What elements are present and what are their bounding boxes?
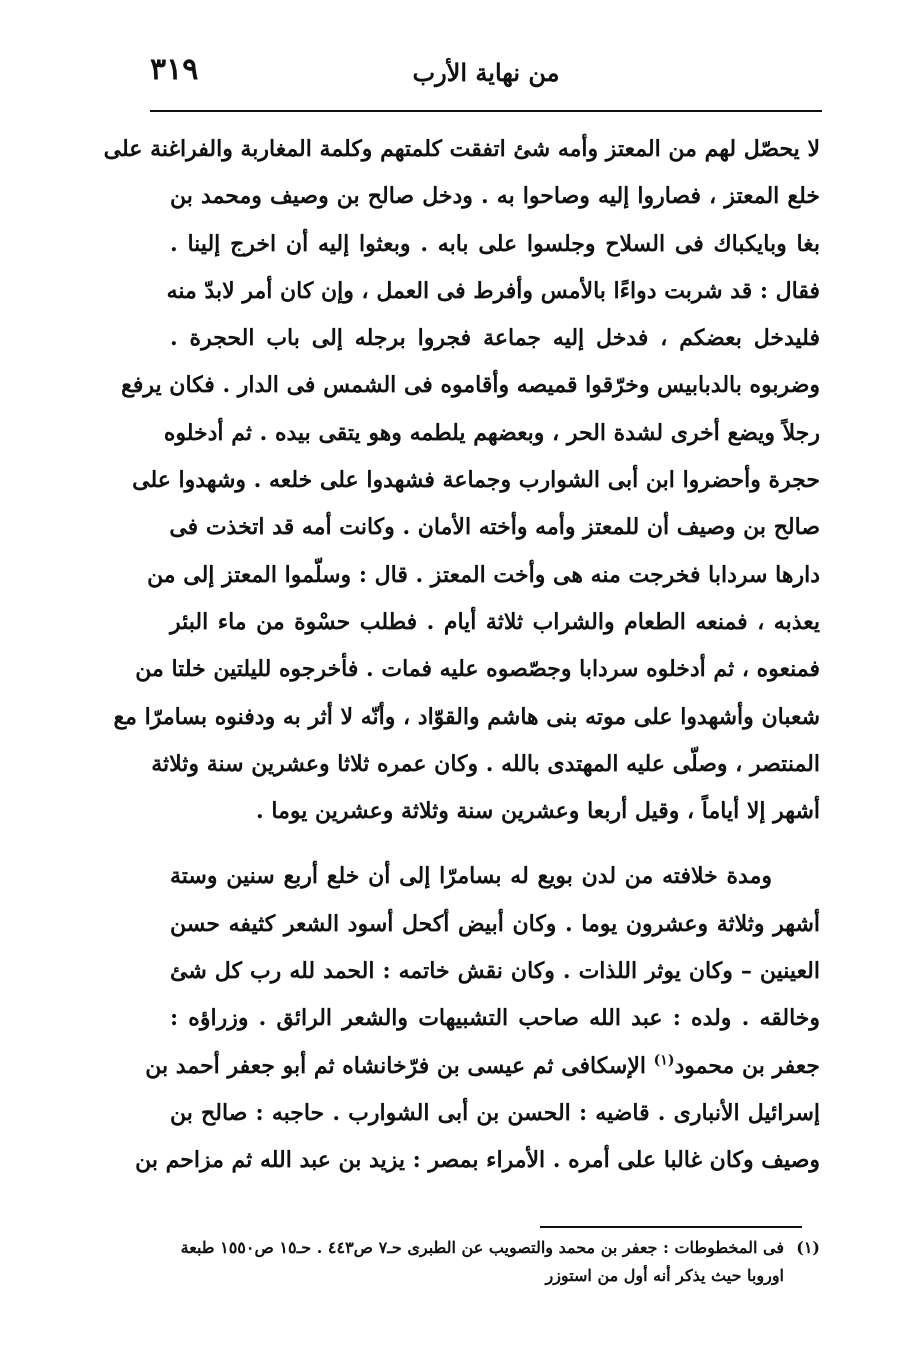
text-line: صالح بن وصيف أن للمعتز وأمه وأخته الأمان . وكانت أمه قد اتخذت فى [169, 514, 820, 541]
text-line: حجرة وأحضروا ابن أبى الشوارب وجماعة فشهدوا على خلعه . وشهدوا على [132, 467, 820, 494]
text-line: بغا وبايكباك فى السلاح وجلسوا على بابه . وبعثوا إليه أن اخرج إلينا . [170, 230, 820, 257]
text-line: دارها سردابا فخرجت منه هى وأخت المعتز . قال : وسلّموا المعتز إلى من [147, 561, 820, 588]
text-segment: جعفر بن محمود [674, 1052, 820, 1079]
footnote-text: فى المخطوطات : جعفر بن محمد والتصويب عن الطبرى حـ٧ ص٤٤٣ . حـ١٥ ص١٥٥٠ طبعة [180, 1238, 784, 1257]
text-line: العينين – وكان يوثر اللذات . وكان نقش خاتمه : الحمد لله رب كل شئ [170, 958, 820, 985]
text-line: أشهر إلا أياماً ، وقيل أربعا وعشرين سنة وثلاثة وعشرين يوما . [256, 798, 820, 825]
text-line: شعبان وأشهدوا على موته بنى هاشم والقوّاد ، وأنّه لا أثر به ودفنوه بسامرّا مع [113, 703, 820, 730]
paragraph-2 [135, 853, 820, 1184]
page-header [150, 52, 822, 96]
text-line: إسرائيل الأنبارى . قاضيه : الحسن بن أبى الشوارب . حاجبه : صالح بن [170, 1099, 820, 1126]
text-line: رجلاً ويضع أخرى لشدة الحر ، وبعضهم يلطمه وهو يتقى بيده . ثم أدخلوه [163, 419, 820, 446]
footnote-number: (١) [796, 1238, 820, 1257]
text-line: لا يحصّل لهم من المعتز وأمه شئ اتفقت كلمتهم وكلمة المغاربة والفراغنة على [103, 136, 820, 162]
text-line: فمنعوه ، ثم أدخلوه سردابا وجصّصوه عليه فمات . فأخرجوه لليلتين خلتا من [135, 656, 820, 683]
text-line-with-footnote [145, 1043, 820, 1090]
footnote-rule [540, 1226, 802, 1228]
text-line: خلع المعتز ، فصاروا إليه وصاحوا به . ودخل صالح بن وصيف ومحمد بن [170, 183, 820, 210]
text-line: فليدخل بعضكم ، فدخل إليه جماعة فجروا برجله إلى باب الحجرة . [170, 325, 820, 352]
page-number: ٣١٩ [150, 52, 199, 87]
paragraph-1 [103, 126, 820, 835]
text-line: ومدة خلافته من لدن بويع له بسامرّا إلى أن خلع أربع سنين وستة [170, 863, 772, 890]
running-title: من نهاية الأرب [412, 58, 560, 87]
text-line: وصيف وكان غالبا على أمره . الأمراء بمصر : يزيد بن عبد الله ثم مزاحم بن [135, 1147, 820, 1174]
footnote-reference: (١) [653, 1052, 675, 1069]
text-line: المنتصر ، وصلّى عليه المهتدى بالله . وكان عمره ثلاثا وعشرين سنة وثلاثة [151, 750, 820, 777]
text-segment: الإسكافى ثم عيسى بن فرّخانشاه ثم أبو جعفر أحمد بن [145, 1052, 654, 1079]
footnote-text-continued: اوروبا حيث يذكر أنه أول من استوزر [545, 1266, 784, 1285]
text-line: وضربوه بالدبابيس وخرّقوا قميصه وأقاموه فى الشمس فى الدار . فكان يرفع [121, 372, 820, 399]
text-line: يعذبه ، فمنعه الطعام والشراب ثلاثة أيام . فطلب حسْوة من ماء البئر [170, 608, 820, 635]
text-line: أشهر وثلاثة وعشرون يوما . وكان أبيض أكحل أسود الشعر كثيفه حسن [170, 910, 820, 937]
text-line: فقال : قد شربت دواءًا بالأمس وأفرط فى العمل ، وإن كان أمر لابدّ منه [166, 277, 820, 304]
text-line: وخالقه . ولده : عبد الله صاحب التشبيهات والشعر الرائق . وزراؤه : [170, 1005, 820, 1032]
body-text [103, 126, 820, 1185]
footnotes [170, 1234, 820, 1290]
footnote-1 [170, 1234, 820, 1262]
header-rule [150, 110, 822, 112]
